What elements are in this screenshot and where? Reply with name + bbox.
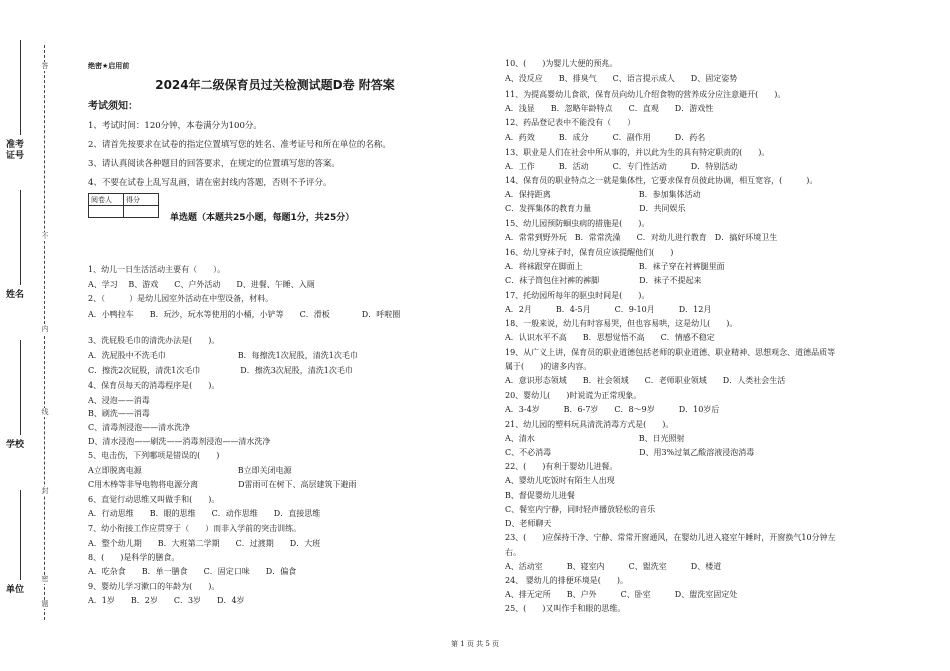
seal-mark: 密	[41, 575, 49, 583]
notice-heading: 考试须知：	[88, 101, 138, 112]
notice-item: 1、考试时间：120分钟，本卷满分为100分。	[88, 121, 262, 131]
question-line: 1、幼儿一日生活活动主要有（ ）。	[88, 265, 226, 274]
fill-line	[20, 40, 21, 135]
binding-label-school: 学校	[5, 440, 24, 450]
seal-mark: 不	[41, 232, 49, 240]
question-line: A．认识水平不高 B．思想觉悟不高 C．情感不稳定	[505, 333, 715, 342]
question-line: A．将袜跟穿在脚面上 B．袜子穿在衬裤腿里面	[505, 262, 725, 271]
question-line: B、督促婴幼儿进餐	[505, 491, 575, 500]
question-line: A、清水 B、日光照射	[505, 434, 685, 443]
question-line: A、没反应 B、排臭气 C、语言提示成人 D、固定姿势	[505, 74, 738, 83]
score-cell	[124, 206, 159, 218]
question-line: 8、( )是科学的膳食。	[88, 553, 180, 562]
grader-header: 阅卷人	[89, 194, 124, 206]
question-line: A．工作 B．活动 C．专门性活动 D．特别活动	[505, 162, 738, 171]
page-footer: 第 1 页 共 5 页	[450, 640, 500, 648]
question-line: 20、婴幼儿( )时说谎为正常现象。	[505, 391, 642, 400]
question-line: C、清毒剂浸泡——清水洗净	[88, 423, 191, 432]
question-line: 2、（ ）是幼儿园室外活动在中型设备，材料。	[88, 294, 274, 303]
question-line: A．意识形态领域 B．社会领域 C．老师职业领域 D．人类社会生活	[505, 376, 786, 385]
question-line: A．浅显 B．忽略年龄特点 C．直观 D．游戏性	[505, 104, 714, 113]
fill-line	[20, 190, 21, 285]
binding-label-name: 姓名	[5, 290, 24, 300]
question-line: A、排无定所 B、户外 C、卧室 D、盥洗室固定处	[505, 590, 738, 599]
question-line: A、婴幼儿吃饭时有陌生人出现	[505, 476, 615, 485]
question-line: A．2月 B．4-5月 C．9-10月 D．12月	[505, 305, 712, 314]
question-line: 16、幼儿穿袜子时，保育员应该提醒他们( )	[505, 248, 674, 257]
question-line: 24、 婴幼儿的排便环境是( )。	[505, 576, 628, 585]
question-line: 属于( )的诸多内容。	[505, 362, 592, 371]
question-line: 13、职业是人们在社会中所从事的，并以此为生的具有特定职责的( )。	[505, 148, 770, 157]
section-heading: 单选题（本题共25小题，每题1分，共25分）	[170, 213, 355, 223]
question-line: A．小鸭拉车 B．玩沙，玩水等使用的小桶，小铲等 C．滑板 D．呼啦圈	[88, 310, 401, 319]
binding-label-unit: 单位	[5, 585, 24, 595]
confidential-mark: 绝密★启用前	[88, 62, 130, 70]
seal-mark: 内	[41, 325, 49, 333]
question-line: 17、托幼园所每年的驱虫时间是( )。	[505, 291, 650, 300]
binding-margin	[0, 0, 60, 671]
question-line: 10、( )为婴儿大便的预兆。	[505, 59, 618, 68]
question-line: A立即脱离电源 B立即关闭电源	[88, 466, 292, 475]
question-line: C用木棒等非导电物将电源分离 D雷雨可在树下、高层建筑下避雨	[88, 480, 357, 489]
question-line: A．3-4岁 B．6-7岁 C．8～9岁 D．10岁后	[505, 405, 720, 414]
question-line: A．整个幼儿期 B．大班第二学期 C．过渡期 D．大班	[88, 539, 321, 548]
question-line: 3、洗屁股毛巾的清洗办法是( )。	[88, 336, 220, 345]
question-line: 5、电击伤，下列哪项是错误的( )	[88, 451, 220, 460]
question-line: 4、保育员每天的消毒程序是( )。	[88, 381, 220, 390]
question-line: C．发挥集体的教育力量 D．共同娱乐	[505, 204, 686, 213]
question-line: D、老师聊天	[505, 519, 552, 528]
question-line: 23、( )应保持干净、宁静、常常开窗通风，在婴幼儿进入寝室午睡时，开窗换气10分钟左	[505, 533, 836, 542]
question-line: C．袜子筒包住衬裤的裤脚 D．袜子不提起来	[505, 276, 702, 285]
seal-mark: 题	[41, 600, 49, 608]
question-line: 15、幼儿园预防蛔虫病的措施是( )。	[505, 219, 650, 228]
score-header: 得分	[124, 194, 159, 206]
question-line: A．吃杂食 B．单一膳食 C．固定口味 D．偏食	[88, 567, 297, 576]
question-line: A．1岁 B．2岁 C．3岁 D．4岁	[88, 596, 245, 605]
question-line: 7、幼小衔接工作应贯穿于（ ）而非入学前的突击训练。	[88, 524, 302, 533]
fill-line	[20, 490, 21, 580]
question-line: B、刷洗——消毒	[88, 409, 150, 418]
question-line: 22、( )有利于婴幼儿进餐。	[505, 462, 618, 471]
question-line: 右。	[505, 548, 521, 557]
grader-cell	[89, 206, 124, 218]
notice-item: 2、请首先按要求在试卷的指定位置填写您的姓名、准考证号和所在单位的名称。	[88, 140, 391, 150]
question-line: 11、为提高婴幼儿食欲，保育员向幼儿介绍食物的营养成分应注意避开( )。	[505, 90, 786, 99]
question-line: A、学习 B、游戏 C、户外活动 D、进餐、午睡、入厕	[88, 280, 315, 289]
question-line: A、浸泡——消毒	[88, 396, 150, 405]
seal-mark: 封	[41, 487, 49, 495]
question-line: A．保持距离 B．参加集体活动	[505, 190, 701, 199]
notice-item: 3、请认真阅读各种题目的回答要求，在规定的位置填写您的答案。	[88, 159, 340, 169]
question-line: 12、药品登记表中不能没有（ ）	[505, 118, 636, 127]
seal-mark: 答	[41, 62, 49, 70]
binding-label-exam-number: 准考证号	[5, 140, 24, 161]
question-line: 9、婴幼儿学习漱口的年龄为( )。	[88, 582, 220, 591]
question-line: 21、幼儿园的塑料玩具清洗消毒方式是( )。	[505, 420, 674, 429]
question-line: 25、( )又叫作手和眼的思维。	[505, 604, 626, 613]
question-line: A．药效 B．成分 C．副作用 D．药名	[505, 133, 706, 142]
score-table	[88, 193, 159, 218]
question-line: C、不必消毒 D、用3%过氧乙酸溶液浸泡消毒	[505, 448, 755, 457]
question-line: 19、从广义上讲，保育员的职业道德包括老师的职业道德、职业精神、思想观念、道德品质等	[505, 348, 836, 357]
page-title: 2024年二级保育员过关检测试题D卷 附答案	[155, 78, 395, 92]
question-line: 6、直觉行动思维又叫做手和( )。	[88, 495, 220, 504]
seal-mark: 线	[41, 408, 49, 416]
question-line: A．行动思维 B．眼的思维 C．动作思维 D．直接思维	[88, 509, 321, 518]
fill-line	[20, 340, 21, 435]
question-line: A．常常到野外玩 B．常常洗澡 C．对幼儿进行教育 D．搞好环境卫生	[505, 233, 778, 242]
question-line: 14、保育员的职业特点之一就是集体性，它要求保育员彼此协调，相互宽容，( )。	[505, 176, 818, 185]
question-line: A．洗屁股中不洗毛巾 B．每擦洗1次屁股，清洗1次毛巾	[88, 351, 358, 360]
notice-item: 4、不要在试卷上乱写乱画，请在密封线内答题，否则不予评分。	[88, 178, 332, 188]
question-line: A、活动室 B、寝室内 C、盥洗室 D、楼道	[505, 562, 722, 571]
question-line: C．擦洗2次屁股，清洗1次毛巾 D．擦洗3次屁股，清洗1次毛巾	[88, 366, 353, 375]
question-line: 18、一般来说，幼儿有时容易哭，但也容易哄，这是幼儿( )。	[505, 319, 738, 328]
question-line: C、餐室内宁静，同时轻声播放轻松的音乐	[505, 505, 656, 514]
question-line: D、清水浸泡——刷洗——消毒剂浸泡——清水洗净	[88, 437, 271, 446]
